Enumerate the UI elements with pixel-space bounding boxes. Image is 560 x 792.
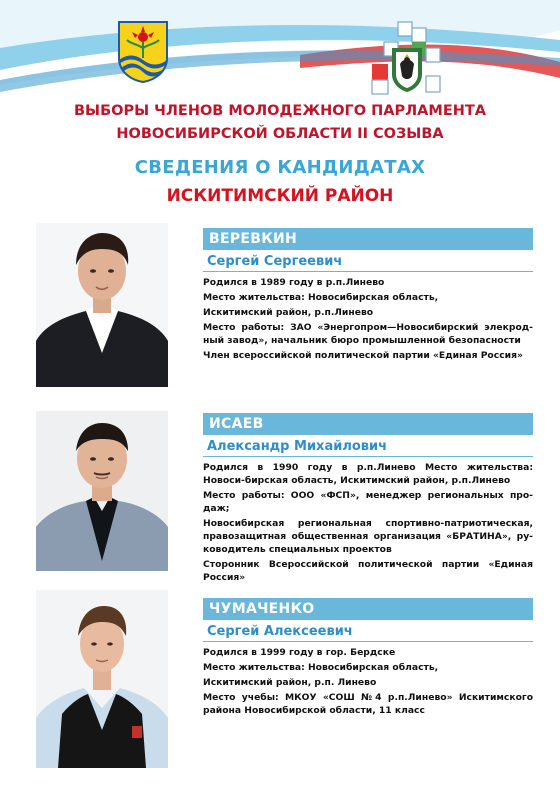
candidate-photo bbox=[36, 411, 168, 571]
divider bbox=[203, 271, 533, 272]
regional-emblem-icon bbox=[370, 18, 444, 96]
candidate-info-line: Искитимский район, р.п.Линево bbox=[203, 307, 374, 318]
header-swoosh bbox=[0, 0, 560, 110]
section-subtitle: СВЕДЕНИЯ О КАНДИДАТАХ bbox=[134, 157, 426, 178]
candidate-photo bbox=[36, 223, 168, 387]
candidate-info-line: Родился в 1989 году в р.п.Линево bbox=[203, 277, 385, 288]
candidate-info-line: Место жительства: Новосибирская область, bbox=[203, 662, 439, 673]
candidate-info-line: Место жительства: Новосибирская область, bbox=[203, 292, 439, 303]
candidate-info-line: Член всероссийской политической партии «Единая Россия» bbox=[203, 350, 523, 361]
candidate-info-line: Место работы: ЗАО «Энергопром—Новосибирский элекрод-ный завод», начальник бюро промышленной безопасности bbox=[203, 322, 533, 346]
candidate-surname: ИСАЕВ bbox=[203, 413, 533, 435]
candidate-given-names: Сергей Алексеевич bbox=[207, 624, 353, 639]
title-line-2: НОВОСИБИРСКОЙ ОБЛАСТИ II СОЗЫВА bbox=[116, 126, 444, 142]
candidate-card bbox=[203, 598, 533, 719]
candidate-info-line: Место работы: ООО «ФСП», менеджер региональных про-даж; bbox=[203, 490, 533, 514]
candidate-info-line: Родился в 1990 году в р.п.Линево Место жительства: Новоси-бирская область, Искитимский район, р.п.Линево bbox=[203, 462, 533, 486]
candidate-info-line: Место учебы: МКОУ «СОШ №4 р.п.Линево» Искитимского района Новосибирской области, 11 класс bbox=[203, 692, 533, 716]
divider bbox=[203, 641, 533, 642]
candidate-info-line: Сторонник Всероссийской политической партии «Единая Россия» bbox=[203, 559, 533, 583]
district-name: ИСКИТИМСКИЙ РАЙОН bbox=[166, 186, 394, 206]
candidate-card bbox=[203, 413, 533, 586]
candidate-info-line: Родился в 1999 году в гор. Бердске bbox=[203, 647, 396, 658]
candidate-surname: ЧУМАЧЕНКО bbox=[203, 598, 533, 620]
candidate-given-names: Александр Михайлович bbox=[207, 439, 388, 454]
candidate-photo bbox=[36, 590, 168, 768]
candidate-card bbox=[203, 228, 533, 364]
candidate-surname: ВЕРЕВКИН bbox=[203, 228, 533, 250]
district-coat-of-arms-icon bbox=[117, 20, 169, 84]
candidate-info-line: Искитимский район, р.п. Линево bbox=[203, 677, 377, 688]
candidate-given-names: Сергей Сергеевич bbox=[207, 254, 343, 269]
title-line-1: ВЫБОРЫ ЧЛЕНОВ МОЛОДЕЖНОГО ПАРЛАМЕНТА bbox=[74, 103, 486, 119]
candidate-info-line: Новосибирская региональная спортивно-патриотическая, правозащитная общественная организация «БРАТИНА», ру-ководитель специальных проектов bbox=[203, 518, 533, 555]
divider bbox=[203, 456, 533, 457]
